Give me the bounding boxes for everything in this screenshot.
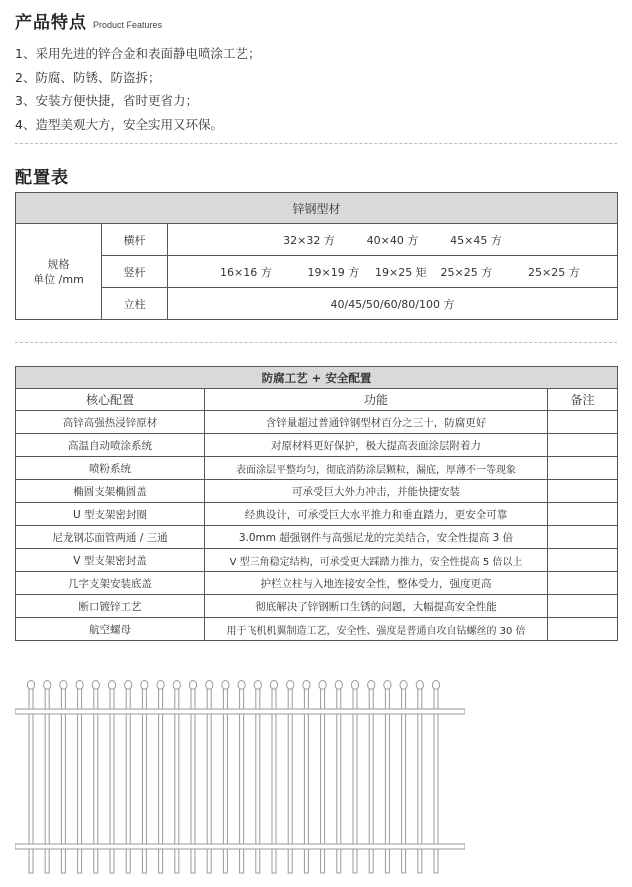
fence-picket-finial: [206, 681, 213, 690]
config-item: 喷粉系统: [16, 457, 205, 480]
config-function: 3.0mm 超强钢件与高强尼龙的完美结合，安全性提高 3 倍: [205, 526, 548, 549]
config-item: 高锌高强热浸锌原材: [16, 411, 205, 434]
spec-row-label: 规格 单位 /mm: [16, 224, 102, 320]
config-item: 几字支架安装底盖: [16, 572, 205, 595]
spec-row-name: 立柱: [102, 288, 168, 320]
fence-picket-finial: [432, 681, 439, 690]
fence-picket-finial: [287, 681, 294, 690]
config-function: 护栏立柱与入地连接安全性，整体受力，强度更高: [205, 572, 548, 595]
fence-picket-finial: [368, 681, 375, 690]
fence-picket-finial: [335, 681, 342, 690]
column-header: 功能: [205, 389, 548, 411]
config-note: [548, 572, 618, 595]
table-row: [16, 526, 618, 549]
fence-picket-finial: [416, 681, 423, 690]
table-row: [16, 549, 618, 572]
spec-table: [15, 192, 618, 320]
fence-top-rail: [15, 709, 465, 714]
config-note: [548, 503, 618, 526]
config-item: 航空螺母: [16, 618, 205, 641]
config-note: [548, 618, 618, 641]
features-heading: [15, 8, 162, 33]
column-header: 核心配置: [16, 389, 205, 411]
table-row: [16, 434, 618, 457]
config-note: [548, 549, 618, 572]
config-item: 椭圆支架椭圆盖: [16, 480, 205, 503]
fence-picket-finial: [157, 681, 164, 690]
fence-picket-finial: [270, 681, 277, 690]
config-note: [548, 480, 618, 503]
config-function: 经典设计，可承受巨大水平推力和垂直踏力，更安全可靠: [205, 503, 548, 526]
fence-picket-finial: [108, 681, 115, 690]
process-table-header: 防腐工艺 + 安全配置: [16, 367, 618, 389]
spec-table-header: 锌钢型材: [16, 193, 618, 224]
table-row: [16, 595, 618, 618]
table-row: [16, 572, 618, 595]
table-row: [16, 503, 618, 526]
fence-picket-finial: [92, 681, 99, 690]
config-function: 彻底解决了锌钢断口生锈的问题，大幅提高安全性能: [205, 595, 548, 618]
spec-size: 25×25 方: [440, 265, 493, 279]
config-heading: [15, 163, 69, 188]
config-function: 用于飞机机翼制造工艺，安全性、强度是普通自攻自钻螺丝的 30 倍: [205, 618, 548, 641]
feature-item: 3、安装方便快捷，省时更省力；: [15, 93, 198, 108]
fence-picket-finial: [60, 681, 67, 690]
fence-picket-finial: [189, 681, 196, 690]
config-item: V 型支架密封盖: [16, 549, 205, 572]
features-list: [15, 42, 260, 136]
fence-picket-finial: [303, 681, 310, 690]
feature-item: 1、采用先进的锌合金和表面静电喷涂工艺；: [15, 46, 261, 61]
feature-item: 2、防腐、防锈、防盗拆；: [15, 69, 161, 85]
fence-picket-finial: [141, 681, 148, 690]
config-function: 含锌量超过普通锌钢型材百分之三十，防腐更好: [205, 411, 548, 434]
table-row: [16, 480, 618, 503]
spec-size: 45×45 方: [450, 233, 502, 247]
fence-picket-finial: [44, 681, 51, 690]
config-title: 配置表: [15, 168, 69, 188]
process-table: [15, 366, 618, 641]
config-item: 尼龙钢芯面管两通 / 三通: [16, 526, 205, 549]
config-item: 断口镀锌工艺: [16, 595, 205, 618]
features-subtitle: Product Features: [93, 20, 163, 30]
fence-picket-finial: [319, 681, 326, 690]
features-title: 产品特点: [15, 13, 87, 33]
spec-size: 16×16 方: [220, 265, 272, 279]
fence-illustration: [15, 676, 465, 876]
config-note: [548, 411, 618, 434]
config-item: 高温自动喷涂系统: [16, 434, 205, 457]
spec-size: 19×19 方: [307, 265, 360, 279]
config-item: U 型支架密封圈: [16, 503, 205, 526]
table-row: [16, 411, 618, 434]
config-function: 表面涂层平整均匀，彻底消防涂层颗粒，漏底，厚薄不一等现象: [205, 457, 548, 480]
fence-picket-finial: [351, 681, 358, 690]
fence-picket-finial: [384, 681, 391, 690]
fence-picket-finial: [238, 681, 245, 690]
config-note: [548, 526, 618, 549]
spec-size: 40×40 方: [366, 233, 419, 247]
config-function: V 型三角稳定结构，可承受更大踩踏力推力，安全性提高 5 倍以上: [205, 549, 548, 572]
spec-row-name: 竖杆: [102, 256, 168, 288]
config-note: [548, 595, 618, 618]
spec-size: 25×25 方: [528, 265, 580, 279]
divider: [15, 342, 617, 343]
fence-picket-finial: [254, 681, 261, 690]
fence-picket-finial: [27, 681, 34, 690]
spec-row-sizes: [168, 224, 618, 256]
fence-picket-finial: [76, 681, 83, 690]
config-function: 对原材料更好保护，极大提高表面涂层附着力: [205, 434, 548, 457]
fence-picket-finial: [125, 681, 132, 690]
fence-picket-finial: [173, 681, 180, 690]
spec-row-sizes: [168, 256, 618, 288]
spec-row-name: 横杆: [102, 224, 168, 256]
config-function: 可承受巨大外力冲击，并能快捷安装: [205, 480, 548, 503]
spec-size: 32×32 方: [283, 233, 335, 247]
spec-row-sizes: [168, 288, 618, 320]
divider: [15, 143, 617, 144]
fence-picket-finial: [400, 681, 407, 690]
spec-size: 19×25 矩: [375, 265, 427, 279]
config-note: [548, 434, 618, 457]
column-header: 备注: [548, 389, 618, 411]
table-row: [16, 618, 618, 641]
table-row: [16, 457, 618, 480]
spec-size: 40/45/50/60/80/100 方: [330, 297, 455, 311]
fence-bottom-rail: [15, 844, 465, 849]
feature-item: 4、造型美观大方，安全实用又环保。: [15, 116, 223, 132]
config-note: [548, 457, 618, 480]
fence-picket-finial: [222, 681, 229, 690]
